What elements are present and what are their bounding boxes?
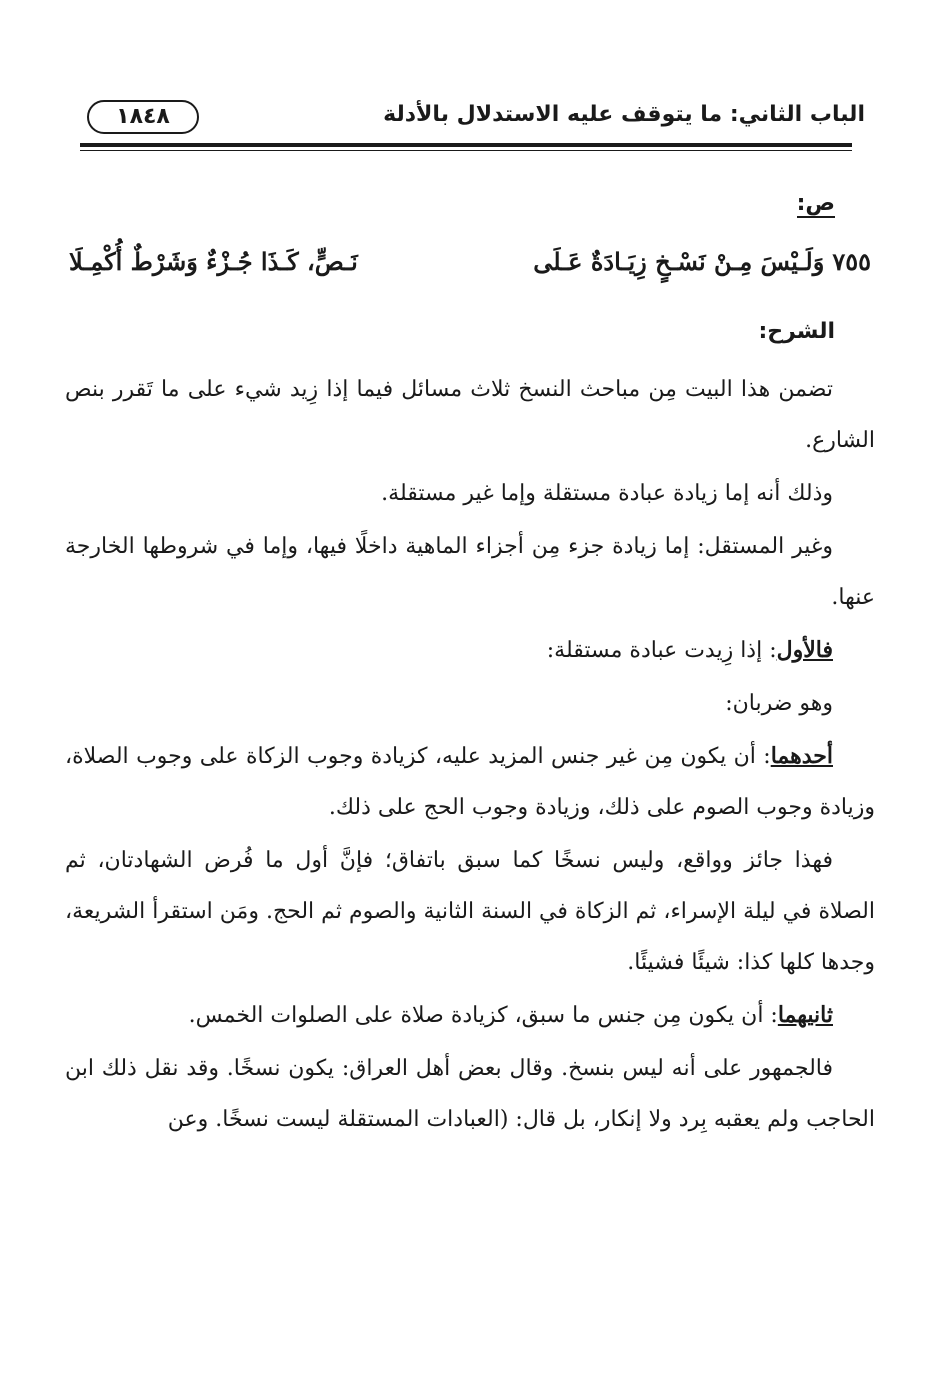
paragraph-lead: ثانيهما: [777, 1002, 833, 1028]
paragraph-text: : إذا زِيدت عبادة مستقلة:: [546, 638, 777, 663]
paragraph: [65, 625, 875, 676]
page-header: [75, 100, 865, 144]
paragraph: [65, 364, 875, 466]
page-body: [65, 170, 875, 1145]
header-rule-thin: [80, 150, 852, 151]
paragraph: [65, 678, 875, 729]
paragraph-text: تضمن هذا البيت مِن مباحث النسخ ثلاث مسائل فيما إذا زِيد شيء على ما تَقرر بنص الشارع.: [65, 377, 875, 453]
paragraph: [65, 835, 875, 988]
commentary-heading: الشرح:: [758, 319, 835, 344]
verse-line: [65, 230, 875, 292]
verse-second-hemistich: نَـصٍّ، كَـذَا جُـزْءٌ وَشَرْطٌ أُكْمِـلَا: [69, 246, 358, 276]
text-heading: [65, 170, 875, 230]
paragraph-text: فهذا جائز وواقع، وليس نسخًا كما سبق باتفاق؛ فإنَّ أول ما فُرض الشهادتان، ثم الصلاة في ليلة الإسراء، ثم الزكاة في السنة الثانية والصوم ثم الحج. ومَن استقرأ الشريعة، وجدها كلها كذا: شيئًا فشيئًا.: [65, 848, 875, 975]
paragraph-text: وذلك أنه إما زيادة عبادة مستقلة وإما غير مستقلة.: [381, 481, 833, 506]
paragraph: [65, 990, 875, 1041]
paragraph-text: وغير المستقل: إما زيادة جزء مِن أجزاء الماهية داخلًا فيها، وإما في شروطها الخارجة عنها.: [65, 534, 875, 610]
paragraph-lead: فالأول: [776, 637, 833, 663]
paragraph: [65, 468, 875, 519]
paragraph-lead: أحدهما: [770, 743, 833, 769]
paragraph-text: : أن يكون مِن غير جنس المزيد عليه، كزيادة وجوب الزكاة على وجوب الصلاة، وزيادة وجوب الصوم على ذلك، وزيادة وجوب الحج على ذلك.: [65, 744, 875, 820]
page-number: ١٨٤٨: [87, 100, 199, 134]
paragraph: [65, 1043, 875, 1145]
paragraph-text: : أن يكون مِن جنس ما سبق، كزيادة صلاة على الصلوات الخمس.: [188, 1003, 778, 1028]
verse-first-hemistich: [533, 236, 871, 287]
paragraph: [65, 731, 875, 833]
paragraph-text: فالجمهور على أنه ليس بنسخ. وقال بعض أهل العراق: يكون نسخًا. وقد نقل ذلك ابن الحاجب ولم يعقبه بِرد ولا إنكار، بل قال: (العبادات المستقلة ليست نسخًا. وعن: [65, 1056, 875, 1132]
verse-first-hemistich-text: وَلَـيْسَ مِـنْ نَسْـخٍ زِيَـادَةٌ عَـلَى: [533, 246, 825, 276]
paragraph-text: وهو ضربان:: [725, 691, 833, 716]
text-heading-label: ص:: [796, 191, 835, 216]
paragraph: [65, 521, 875, 623]
verse-number: ٧٥٥: [832, 246, 871, 276]
header-rule-thick: [80, 143, 852, 147]
chapter-title: الباب الثاني: ما يتوقف عليه الاستدلال بالأدلة: [383, 102, 865, 127]
